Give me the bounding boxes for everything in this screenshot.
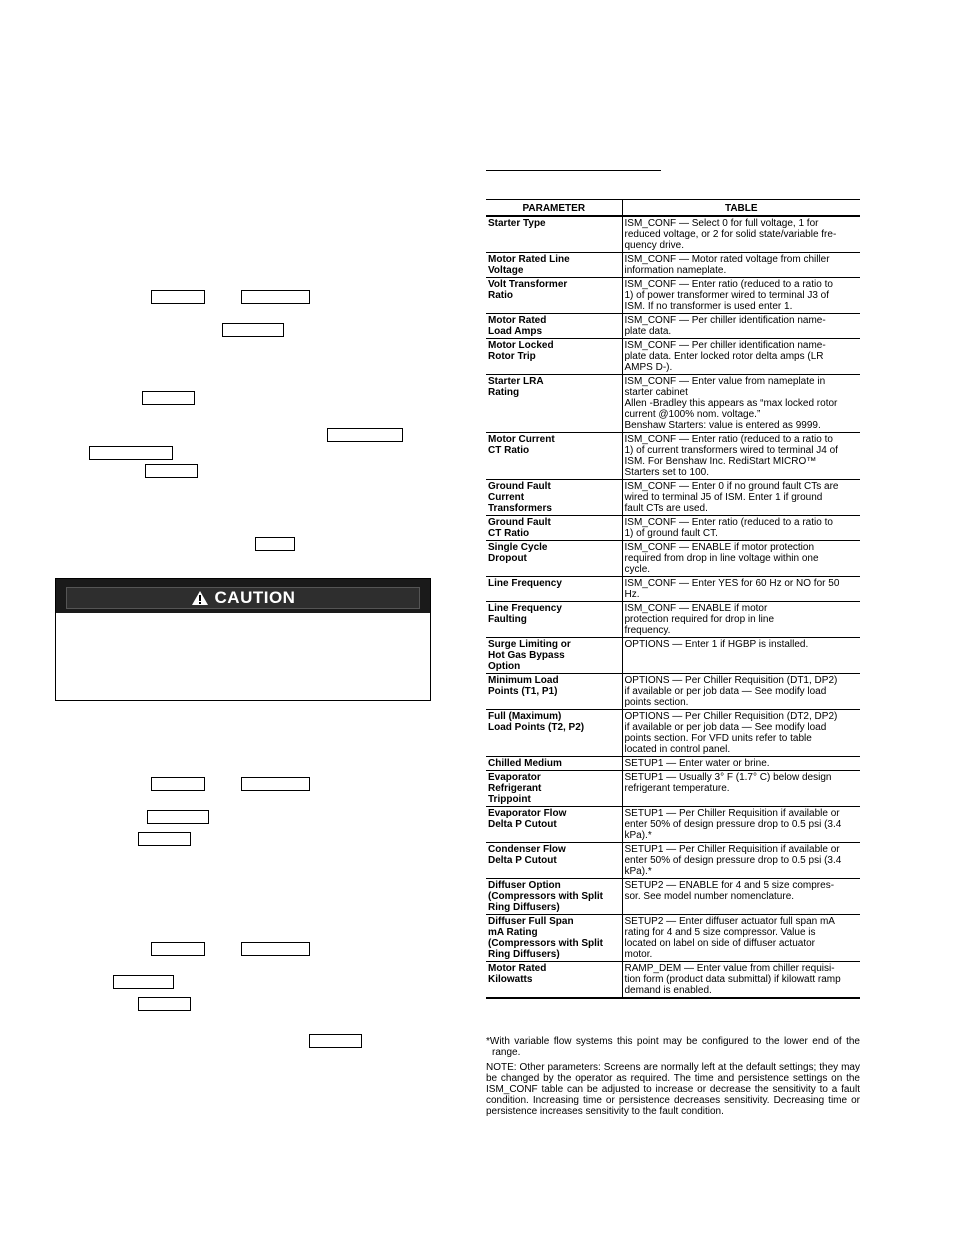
parameter-description: RAMP_DEM — Enter value from chiller requisi- tion form (product data submittal) if kilowatt ramp demand is enabled.	[622, 962, 860, 999]
softkey-box	[138, 832, 191, 846]
parameter-description: ISM_CONF — Enter 0 if no ground fault CTs are wired to terminal J5 of ISM. Enter 1 if ground fault CTs are used.	[622, 480, 860, 516]
softkey-box	[151, 777, 205, 791]
table-row	[486, 480, 860, 516]
column-header-table: TABLE	[622, 200, 860, 217]
parameter-name: Single Cycle Dropout	[486, 541, 622, 577]
parameter-name: Minimum Load Points (T1, P1)	[486, 674, 622, 710]
parameter-description: SETUP2 — Enter diffuser actuator full span mA rating for 4 and 5 size compressor. Value is located on label on side of diffuser actuator motor.	[622, 915, 860, 962]
parameter-name: Diffuser Option (Compressors with Split Ring Diffusers)	[486, 879, 622, 915]
parameter-description: ISM_CONF — Select 0 for full voltage, 1 for reduced voltage, or 2 for solid state/variable fre- quency drive.	[622, 216, 860, 253]
parameter-description: SETUP1 — Per Chiller Requisition if available or enter 50% of design pressure drop to 0.5 psi (3.4 kPa).*	[622, 843, 860, 879]
table-footnotes	[486, 1036, 860, 1121]
caution-title: CAUTION	[214, 588, 296, 607]
parameter-description: ISM_CONF — ENABLE if motor protection required for drop in line frequency.	[622, 602, 860, 638]
parameter-description: ISM_CONF — Enter value from nameplate in starter cabinet Allen -Bradley this appears as “max locked rotor current @100% nom. voltage.” Benshaw Starters: value is entered as 9999.	[622, 375, 860, 433]
parameter-name: Starter Type	[486, 216, 622, 253]
note-paragraph: NOTE: Other parameters: Screens are normally left at the default settings; they may be changed by the operator as required. The time and persistence settings on the ISM_CONF table can be adjusted to increase or decrease the sensitivity to a fault condition. Increasing time or persistence decreases sensitivity. Decreasing time or persistence increases sensitivity to the fault condition.	[486, 1062, 860, 1117]
table-row	[486, 253, 860, 278]
parameter-name: Motor Locked Rotor Trip	[486, 339, 622, 375]
column-header-parameter: PARAMETER	[486, 200, 622, 217]
softkey-box	[147, 810, 209, 824]
parameter-description: SETUP2 — ENABLE for 4 and 5 size compres- sor. See model number nomenclature.	[622, 879, 860, 915]
parameter-description: ISM_CONF — ENABLE if motor protection required from drop in line voltage within one cycle.	[622, 541, 860, 577]
softkey-box	[241, 777, 310, 791]
caution-box	[55, 578, 431, 701]
softkey-box	[222, 323, 284, 337]
parameter-table	[486, 199, 860, 999]
parameter-name: Evaporator Refrigerant Trippoint	[486, 771, 622, 807]
parameter-name: Surge Limiting or Hot Gas Bypass Option	[486, 638, 622, 674]
parameter-description: SETUP1 — Usually 3° F (1.7° C) below design refrigerant temperature.	[622, 771, 860, 807]
table-row	[486, 915, 860, 962]
parameter-name: Line Frequency Faulting	[486, 602, 622, 638]
parameter-description: OPTIONS — Per Chiller Requisition (DT1, DP2) if available or per job data — See modify load points section.	[622, 674, 860, 710]
parameter-description: ISM_CONF — Per chiller identification name- plate data.	[622, 314, 860, 339]
heading-rule	[486, 170, 661, 171]
parameter-name: Motor Rated Line Voltage	[486, 253, 622, 278]
softkey-box	[145, 464, 198, 478]
parameter-name: Full (Maximum) Load Points (T2, P2)	[486, 710, 622, 757]
parameter-description: ISM_CONF — Motor rated voltage from chiller information nameplate.	[622, 253, 860, 278]
table-row	[486, 757, 860, 771]
softkey-box	[241, 942, 310, 956]
table-row	[486, 541, 860, 577]
table-row	[486, 375, 860, 433]
softkey-box	[255, 537, 295, 551]
parameter-name: Line Frequency	[486, 577, 622, 602]
parameter-description: ISM_CONF — Enter ratio (reduced to a ratio to 1) of power transformer wired to terminal J3 of ISM. If no transformer is used enter 1.	[622, 278, 860, 314]
parameter-name: Motor Rated Kilowatts	[486, 962, 622, 999]
asterisk-footnote: *With variable flow systems this point may be configured to the lower end of the range.	[486, 1036, 860, 1058]
table-row	[486, 962, 860, 999]
parameter-description: ISM_CONF — Per chiller identification name- plate data. Enter locked rotor delta amps (LR AMPS D-).	[622, 339, 860, 375]
table-row	[486, 314, 860, 339]
parameter-name: Diffuser Full Span mA Rating (Compressors with Split Ring Diffusers)	[486, 915, 622, 962]
parameter-name: Ground Fault Current Transformers	[486, 480, 622, 516]
softkey-box	[113, 975, 174, 989]
parameter-description: ISM_CONF — Enter YES for 60 Hz or NO for 50 Hz.	[622, 577, 860, 602]
softkey-box	[151, 290, 205, 304]
caution-header	[56, 579, 430, 613]
parameter-description: SETUP1 — Per Chiller Requisition if available or enter 50% of design pressure drop to 0.5 psi (3.4 kPa).*	[622, 807, 860, 843]
parameter-name: Motor Current CT Ratio	[486, 433, 622, 480]
softkey-box	[241, 290, 310, 304]
parameter-description: ISM_CONF — Enter ratio (reduced to a ratio to 1) of ground fault CT.	[622, 516, 860, 541]
parameter-description: SETUP1 — Enter water or brine.	[622, 757, 860, 771]
table-row	[486, 807, 860, 843]
softkey-box	[142, 391, 195, 405]
parameter-name: Starter LRA Rating	[486, 375, 622, 433]
warning-triangle-icon	[191, 590, 209, 606]
table-header-row	[486, 200, 860, 217]
parameter-description: OPTIONS — Per Chiller Requisition (DT2, DP2) if available or per job data — See modify load points section. For VFD units refer to table located in control panel.	[622, 710, 860, 757]
table-row	[486, 433, 860, 480]
parameter-name: Volt Transformer Ratio	[486, 278, 622, 314]
table-row	[486, 278, 860, 314]
softkey-box	[138, 997, 191, 1011]
softkey-box	[309, 1034, 362, 1048]
parameter-description: ISM_CONF — Enter ratio (reduced to a ratio to 1) of current transformers wired to terminal J4 of ISM. For Benshaw Inc. RediStart MICRO™ Starters set to 100.	[622, 433, 860, 480]
parameter-name: Ground Fault CT Ratio	[486, 516, 622, 541]
table-row	[486, 674, 860, 710]
parameter-description: OPTIONS — Enter 1 if HGBP is installed.	[622, 638, 860, 674]
parameter-name: Chilled Medium	[486, 757, 622, 771]
parameter-name: Evaporator Flow Delta P Cutout	[486, 807, 622, 843]
table-row	[486, 577, 860, 602]
table-row	[486, 602, 860, 638]
softkey-box	[89, 446, 173, 460]
table-row	[486, 638, 860, 674]
parameter-name: Condenser Flow Delta P Cutout	[486, 843, 622, 879]
table-row	[486, 339, 860, 375]
table-row	[486, 843, 860, 879]
caution-banner	[66, 587, 420, 609]
parameter-name: Motor Rated Load Amps	[486, 314, 622, 339]
table-row	[486, 216, 860, 253]
softkey-box	[327, 428, 403, 442]
softkey-box	[151, 942, 205, 956]
table-row	[486, 710, 860, 757]
table-row	[486, 879, 860, 915]
table-row	[486, 771, 860, 807]
table-row	[486, 516, 860, 541]
